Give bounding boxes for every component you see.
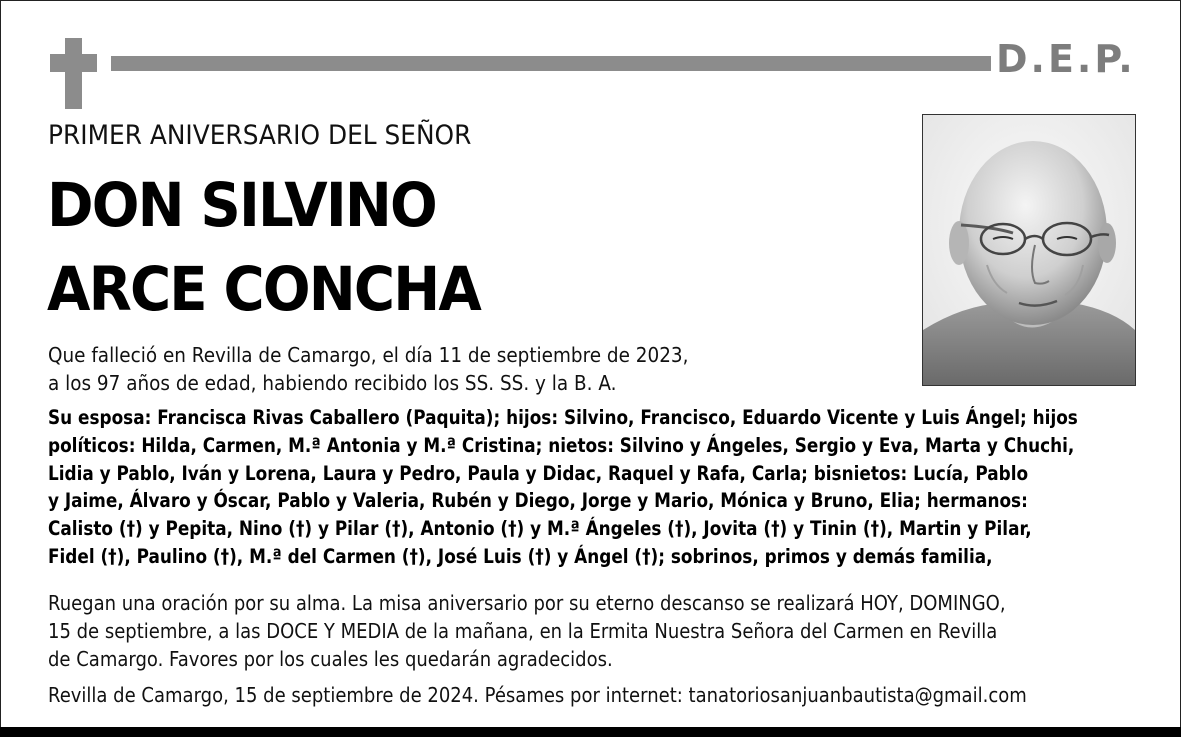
family-line: Lidia y Pablo, Iván y Lorena, Laura y Pedro, Paula y Didac, Raquel y Rafa, Carla; bisnietos: Lucía, Pablo [48,461,1029,485]
cross-vertical-bar [65,38,82,109]
deceased-name-line-2: ARCE CONCHA [47,254,480,325]
mass-line: 15 de septiembre, a las DOCE Y MEDIA de la mañana, en la Ermita Nuestra Señora del Carmen en Revilla [48,619,998,643]
family-list [48,404,1078,571]
notice-subtitle: PRIMER ANIVERSARIO DEL SEÑOR [48,120,472,151]
dep-label: D.E.P. [996,37,1136,81]
deceased-name-line-1: DON SILVINO [47,170,436,241]
mass-announcement [48,589,1110,673]
portrait-photo [922,114,1136,386]
death-details [48,341,839,397]
family-line: Fidel (†), Paulino (†), M.ª del Carmen (†), José Luis (†) y Ángel (†); sobrinos, primos y demás familia, [48,544,993,568]
portrait-photo-drawing [923,115,1135,385]
mass-line: Ruegan una oración por su alma. La misa aniversario por su eterno descanso se realizará HOY, DOMINGO, [48,591,1006,615]
family-line: Calisto (†) y Pepita, Nino (†) y Pilar (†), Antonio (†) y M.ª Ángeles (†), Jovita (†) y Tinin (†), Martin y Pilar, [48,517,1032,541]
family-line: y Jaime, Álvaro y Óscar, Pablo y Valeria, Rubén y Diego, Jorge y Mario, Mónica y Bruno, Elia; hermanos: [48,489,1028,513]
cross-horizontal-bar [50,54,97,72]
mass-line: de Camargo. Favores por los cuales les quedarán agradecidos. [48,647,613,671]
family-line: políticos: Hilda, Carmen, M.ª Antonia y M.ª Cristina; nietos: Silvino y Ángeles, Sergio y Eva, Marta y Chuchi, [48,433,1075,457]
bottom-rule [0,727,1181,737]
family-line: Su esposa: Francisca Rivas Caballero (Paquita); hijos: Silvino, Francisco, Eduardo Vicente y Luis Ángel; hijos [48,406,1078,429]
header-rule [111,56,991,71]
death-details-line: a los 97 años de edad, habiendo recibido los SS. SS. y la B. A. [48,371,617,395]
death-details-line: Que falleció en Revilla de Camargo, el día 11 de septiembre de 2023, [48,343,689,367]
place-date-condolences: Revilla de Camargo, 15 de septiembre de 2024. Pésames por internet: tanatoriosanjuanbautista@gmail.com [48,683,1027,707]
